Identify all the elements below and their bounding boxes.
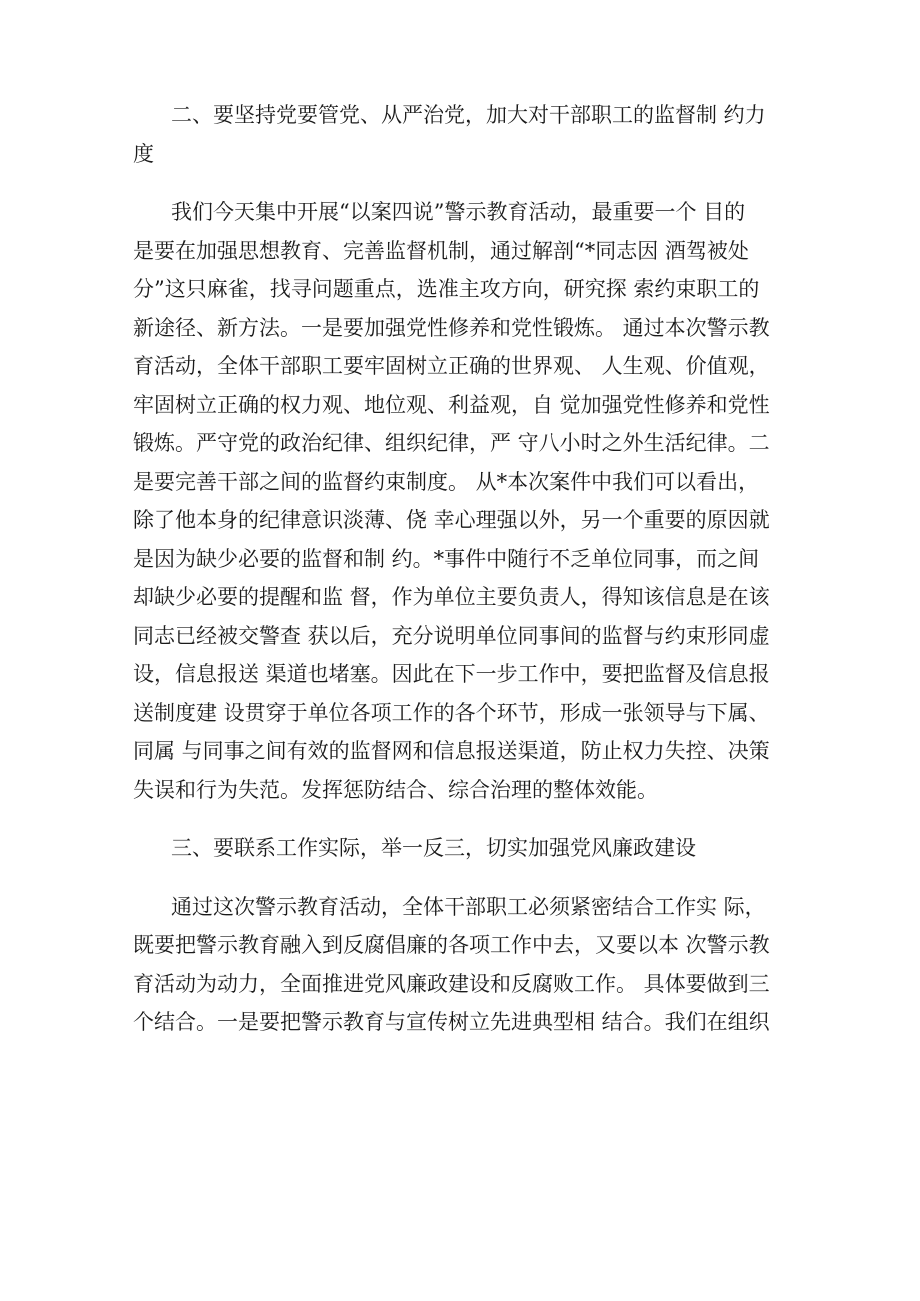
- text-line: 育活动为动力，全面推进党风廉政建设和反腐败工作。 具体要做到三: [133, 971, 770, 996]
- text-line: 送制度建 设贯穿于单位各项工作的各个环节，形成一张领导与下属、: [133, 700, 770, 725]
- body-paragraph-1: [133, 193, 810, 809]
- body-paragraph-2: [133, 888, 810, 1042]
- text-line: 却缺少必要的提醒和监 督，作为单位主要负责人，得知该信息是在该: [133, 585, 770, 609]
- text-line: 除了他本身的纪律意识淡薄、侥 幸心理强以外，另一个重要的原因就: [133, 508, 770, 532]
- text-line: 分”这只麻雀，找寻问题重点，选准主攻方向，研究探 索约束职工的: [133, 277, 760, 301]
- text-line: 是要在加强思想教育、完善监督机制，通过解剖“*同志因 酒驾被处: [133, 238, 749, 263]
- text-line: 是要完善干部之间的监督约束制度。 从*本次案件中我们可以看出，: [133, 469, 760, 494]
- text-line: 育活动，全体干部职工要牢固树立正确的世界观、 人生观、价值观，: [133, 354, 770, 378]
- text-line: 同志已经被交警查 获以后，充分说明单位同事间的监督与约束形同虚: [133, 623, 770, 648]
- text-line: 新途径、新方法。一是要加强党性修养和党性锻炼。 通过本次警示教: [133, 315, 770, 340]
- text-line: 我们今天集中开展“以案四说”警示教育活动，最重要一个 目的: [171, 200, 746, 224]
- text-line: 二、要坚持党要管党、从严治党，加大对干部职工的监督制 约力: [171, 103, 766, 127]
- text-line: 锻炼。严守党的政治纪律、组织纪律，严 守八小时之外生活纪律。二: [133, 431, 770, 455]
- text-line: 是因为缺少必要的监督和制 约。*事件中随行不乏单位同事，而之间: [133, 546, 760, 571]
- text-line: 失误和行为失范。发挥惩防结合、综合治理的整体效能。: [133, 777, 658, 802]
- text-line: 个结合。一是要把警示教育与宣传树立先进典型相 结合。我们在组织: [133, 1010, 770, 1034]
- text-line: 设，信息报送 渠道也堵塞。因此在下一步工作中，要把监督及信息报: [133, 662, 770, 686]
- text-line: 三、要联系工作实际，举一反三，切实加强党风廉政建设: [171, 836, 696, 860]
- text-line: 同属 与同事之间有效的监督网和信息报送渠道，防止权力失控、决策: [133, 739, 770, 763]
- text-line: 度: [133, 141, 154, 166]
- text-line: 牢固树立正确的权力观、地位观、利益观，自 觉加强党性修养和党性: [133, 392, 770, 417]
- text-line: 通过这次警示教育活动，全体干部职工必须紧密结合工作实 际，: [171, 894, 766, 919]
- section-heading-2: [133, 96, 810, 173]
- text-line: 既要把警示教育融入到反腐倡廉的各项工作中去，又要以本 次警示教: [133, 933, 770, 957]
- section-heading-3: [133, 829, 810, 868]
